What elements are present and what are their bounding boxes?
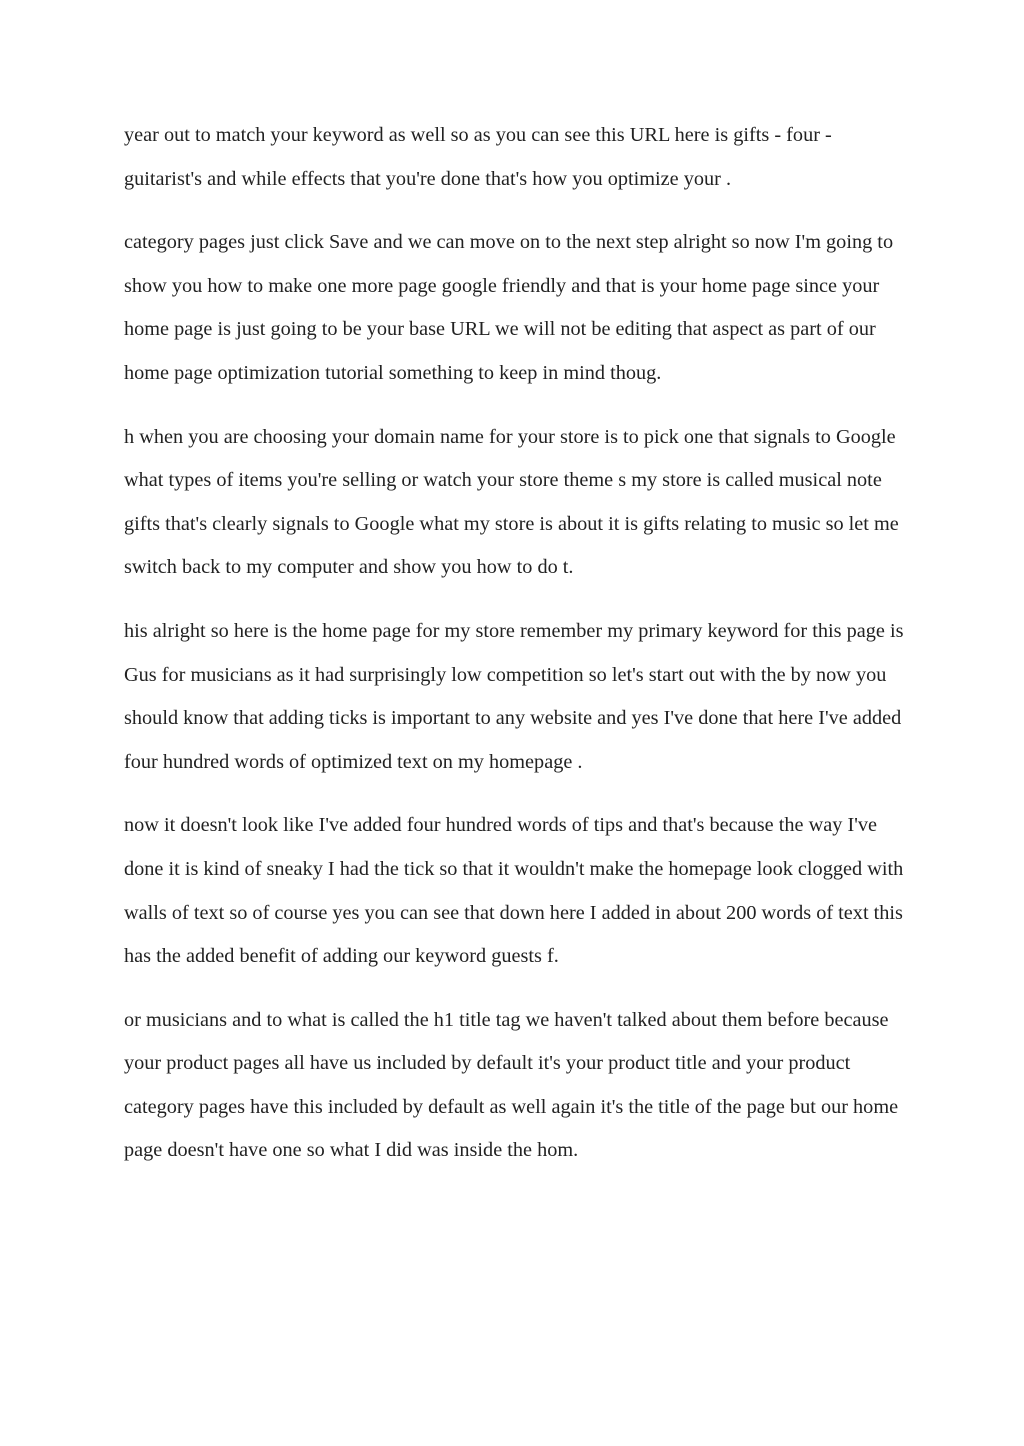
- paragraph-1: year out to match your keyword as well so as you can see this URL here is gifts - four - guitarist's and while effects that you're done that's how you optimize your .: [124, 124, 832, 190]
- paragraph-3: h when you are choosing your domain name for your store is to pick one that signals to Google what types of items you're selling or watch your store theme s my store is called musical note gifts that's clearly signals to Google what my store is about it is gifts relating to music so let me switch back to my computer and show you how to do t.: [124, 425, 899, 579]
- document-body: [124, 114, 904, 1193]
- paragraph-5: now it doesn't look like I've added four hundred words of tips and that's because the way I've done it is kind of sneaky I had the tick so that it wouldn't make the homepage look clogged with walls of text so of course yes you can see that down here I added in about 200 words of text this has the added benefit of adding our keyword guests f.: [124, 814, 904, 968]
- paragraph-2: category pages just click Save and we can move on to the next step alright so now I'm going to show you how to make one more page google friendly and that is your home page since your home page is just going to be your base URL we will not be editing that aspect as part of our home page optimization tutorial something to keep in mind thoug.: [124, 231, 894, 384]
- paragraph-4: his alright so here is the home page for my store remember my primary keyword for this page is Gus for musicians as it had surprisingly low competition so let's start out with the by now you should know that adding ticks is important to any website and yes I've done that here I've added four hundred words of optimized text on my homepage .: [124, 619, 904, 773]
- paragraph-6: or musicians and to what is called the h1 title tag we haven't talked about them before because your product pages all have us included by default it's your product title and your product category pages have this included by default as well again it's the title of the page but our home page doesn't have one so what I did was inside the hom.: [124, 1008, 899, 1162]
